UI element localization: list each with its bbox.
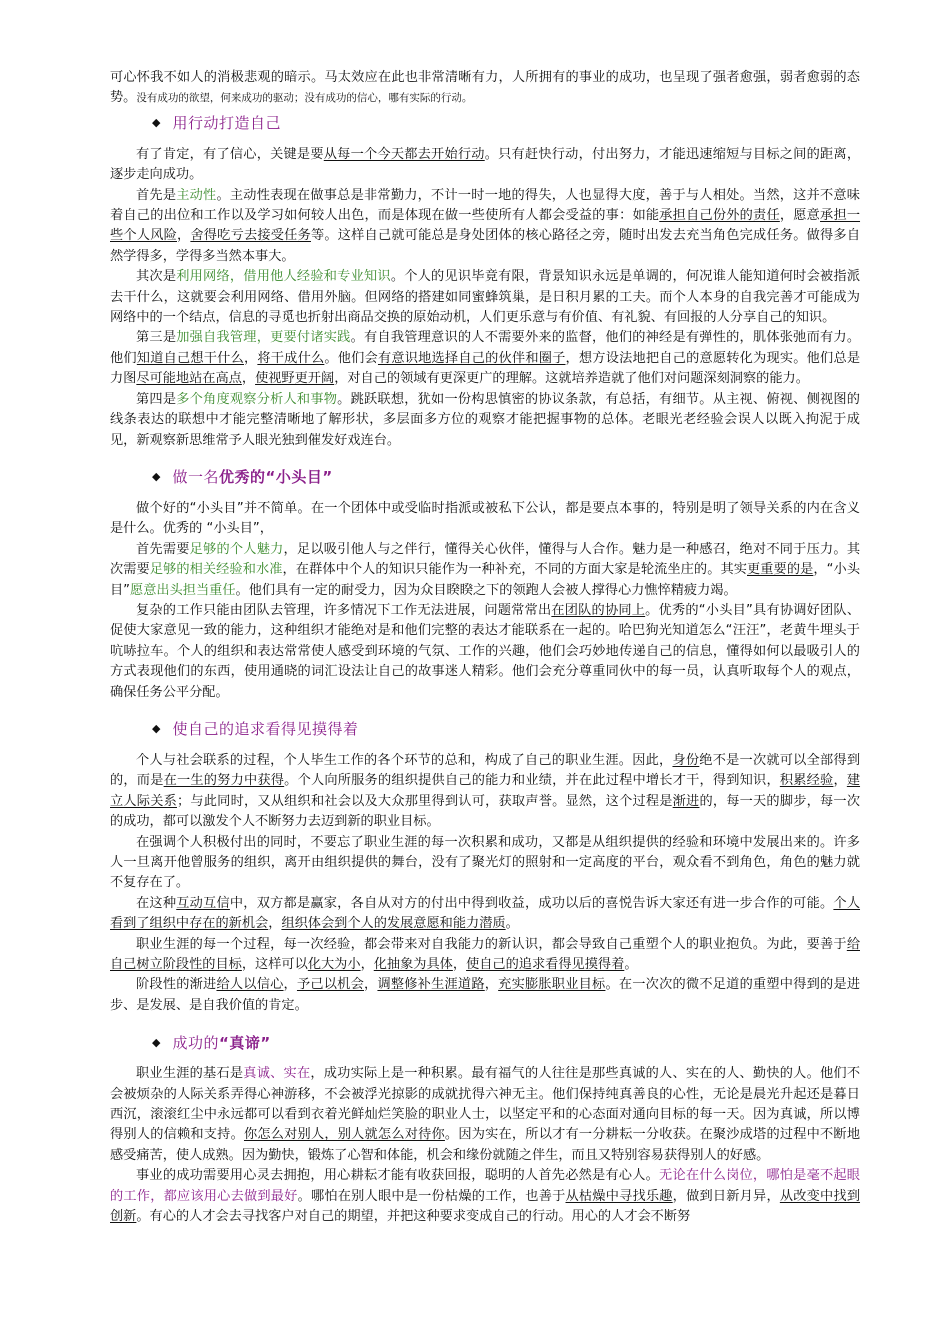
intro-text: 可心怀我不如人的消极悲观的暗示。马太效应在此也非常清晰有力，人所拥有的事业的成功，也呈现了强者愈强，弱者愈弱的态势。 xyxy=(110,70,860,106)
paragraph: 职业生涯的基石是真诚、实在，成功实际上是一种积累。最有福气的人往往是那些真诚的人、实在的人、勤快的人。他们不会被烦杂的人际关系弄得心神游移，不会被浮光掠影的成就扰得六神无主。他们保持纯真善良的心性，无论是晨光升起还是暮日西沉，滚滚红尘中永远都可以看到衣着光鲜灿烂笑脸的职业人士，以坚定平和的心态面对通向目标的每一天。因为真诚，所以博得别人的信赖和支持。你怎么对别人，别人就怎么对待你。因为实在，所以才有一分耕耘一分收获。在聚沙成塔的过程中不断地感受痛苦，使人成熟。因为勤快，锻炼了心智和体能，机会和缘份就随之伴生，而且又特别容易获得别人的好感。 xyxy=(110,1066,861,1163)
paragraph: 第三是加强自我管理，更要付诸实践。有自我管理意识的人不需要外来的监督，他们的神经是有弹性的，肌体张弛而有力。他们知道自己想干什么，将干成什么。他们会有意识地选择自己的伙伴和圈子，想方设法地把自己的意愿转化为现实。他们总是力图尽可能地站在高点，使视野更开阔，对自己的领域有更深更广的理解。这就培养造就了他们对问题深刻洞察的能力。 xyxy=(110,330,861,387)
diamond-bullet-icon: ◆ xyxy=(152,722,161,736)
diamond-bullet-icon: ◆ xyxy=(152,1035,161,1049)
section-heading-action xyxy=(110,109,860,137)
section-title: 用行动打造自己 xyxy=(172,114,281,133)
paragraph: 职业生涯的每一个过程，每一次经验，都会带来对自我能力的新认识，都会导致自己重塑个人的职业抱负。为此，要善于给自己树立阶段性的目标，这样可以化大为小，化抽象为具体，使自己的追求看得见摸得着。 xyxy=(110,936,860,973)
paragraph: 有了肯定，有了信心，关键是要从每一个今天都去开始行动。只有赶快行动，付出努力，才能迅速缩短与目标之间的距离，逐步走向成功。 xyxy=(110,146,861,183)
paragraph: 首先是主动性。主动性表现在做事总是非常勤力，不计一时一地的得失，人也显得大度，善于与人相处。当然，这并不意味着自己的出位和工作以及学习如何较人出色，而是体现在做一些使所有人都会受益的事：如能承担自己份外的责任，愿意承担一些个人风险，舍得吃亏去接受任务等。这样自己就可能总是身处团体的核心路径之旁，随时出发去充当角色完成任务。做得多自然学得多，学得多当然本事大。 xyxy=(110,187,861,264)
intro-paragraph xyxy=(110,68,860,109)
paragraph: 复杂的工作只能由团队去管理，许多情况下工作无法进展，问题常常出在团队的协同上。优秀的“小头目”具有协调好团队、促使大家意见一致的能力，这种组织才能绝对是和他们完整的表达才能联系在一起的。哈巴狗光知道怎么“汪汪”，老黄牛埋头于吭哧拉车。个人的组织和表达常常使人感受到环境的气氛、工作的兴趣，他们会巧妙地传递自己的信息，懂得如何以最吸引人的方式表现他们的东西，使用通晓的词汇设法让自己的故事迷人精彩。他们会充分尊重同伙中的每一员，认真听取每个人的观点，确保任务公平分配。 xyxy=(110,602,861,700)
section-title: 使自己的追求看得见摸得着 xyxy=(172,720,359,739)
section-title: 做一名优秀的“小头目” xyxy=(172,468,333,487)
paragraph: 在这种互动互信中，双方都是赢家，各自从对方的付出中得到收益，成功以后的喜悦告诉大家还有进一步合作的可能。个人看到了组织中存在的新机会，组织体会到个人的发展意愿和能力潜质。 xyxy=(110,895,861,932)
paragraph: 事业的成功需要用心灵去拥抱，用心耕耘才能有收获回报，聪明的人首先必然是有心人。无论在什么岗位，哪怕是毫不起眼的工作，都应该用心去做到最好。哪怕在别人眼中是一份枯燥的工作，也善于从枯燥中寻找乐趣，做到日新月异，从改变中找到创新。有心的人才会去寻找客户对自己的期望，并把这种要求变成自己的行动。用心的人才会不断努 xyxy=(110,1168,861,1225)
diamond-bullet-icon: ◆ xyxy=(152,116,161,130)
intro-small-text: 没有成功的欲望，何来成功的驱动；没有成功的信心，哪有实际的行动。 xyxy=(136,92,473,105)
paragraph: 其次是利用网络，借用他人经验和专业知识。个人的见识毕竟有限，背景知识永远是单调的，何况谁人能知道何时会被指派去干什么，这就要会利用网络、借用外脑。但网络的搭建如同蜜蜂筑巢，是日积月累的工夫。而个人本身的自我完善才可能成为网络中的一个结点，信息的寻觅也折射出商品交换的原始动机，人们更乐意与有价值、有礼貌、有回报的人分享自己的知识。 xyxy=(110,269,861,326)
paragraph: 个人与社会联系的过程，个人毕生工作的各个环节的总和，构成了自己的职业生涯。因此，身份绝不是一次就可以全部得到的，而是在一生的努力中获得。个人向所服务的组织提供自己的能力和业绩，并在此过程中增长才干，得到知识，积累经验，建立人际关系；与此同时，又从组织和社会以及大众那里得到认可，获取声誉。显然，这个过程是渐进的，每一天的脚步，每一次的成功，都可以激发个人不断努力去迈到新的职业目标。 xyxy=(110,752,861,830)
paragraph: 第四是多个角度观察分析人和事物。跳跃联想，犹如一份构思慎密的协议条款，有总括，有细节。从主视、俯视、侧视图的线条表达的联想中才能完整清晰地了解形状，多层面多方位的观察才能把握事物的总体。老眼光老经验会误人以既入拘泥于成见，新观察新思维常予人眼光独到催发好戏连台。 xyxy=(110,391,860,448)
section-title: 成功的“真谛” xyxy=(172,1033,271,1052)
document-page xyxy=(110,68,860,1228)
diamond-bullet-icon: ◆ xyxy=(152,470,161,484)
paragraph: 做个好的“小头目”并不简单。在一个团体中或受临时指派或被私下公认，都是要点本事的，特别是明了领导关系的内在含义是什么。优秀的 “小头目”， xyxy=(110,500,860,537)
paragraph: 首先需要足够的个人魅力，足以吸引他人与之伴行，懂得关心伙伴，懂得与人合作。魅力是一种感召，绝对不同于压力。其次需要足够的相关经验和水准，在群体中个人的知识只能作为一种补充，不同的方面大家是轮流坐庄的。其实更重要的是，“小头目”愿意出头担当重任。他们具有一定的耐受力，因为众目睽睽之下的领跑人会被人撑得心力憔悴精疲力竭。 xyxy=(110,541,861,598)
section-heading-essence xyxy=(110,1028,860,1056)
section-heading-leader xyxy=(110,463,860,491)
paragraph: 在强调个人积极付出的同时，不要忘了职业生涯的每一次积累和成功，又都是从组织提供的经验和环境中发展出来的。许多人一旦离开他曾服务的组织，离开由组织提供的舞台，没有了聚光灯的照射和一定高度的平台，观众看不到角色，角色的魅力就不复存在了。 xyxy=(110,834,860,891)
paragraph: 阶段性的渐进给人以信心，予己以机会，调整修补生涯道路，充实膨胀职业目标。在一次次的微不足道的重塑中得到的是进步、是发展、是自我价值的肯定。 xyxy=(110,977,861,1013)
section-heading-goals xyxy=(110,715,860,743)
